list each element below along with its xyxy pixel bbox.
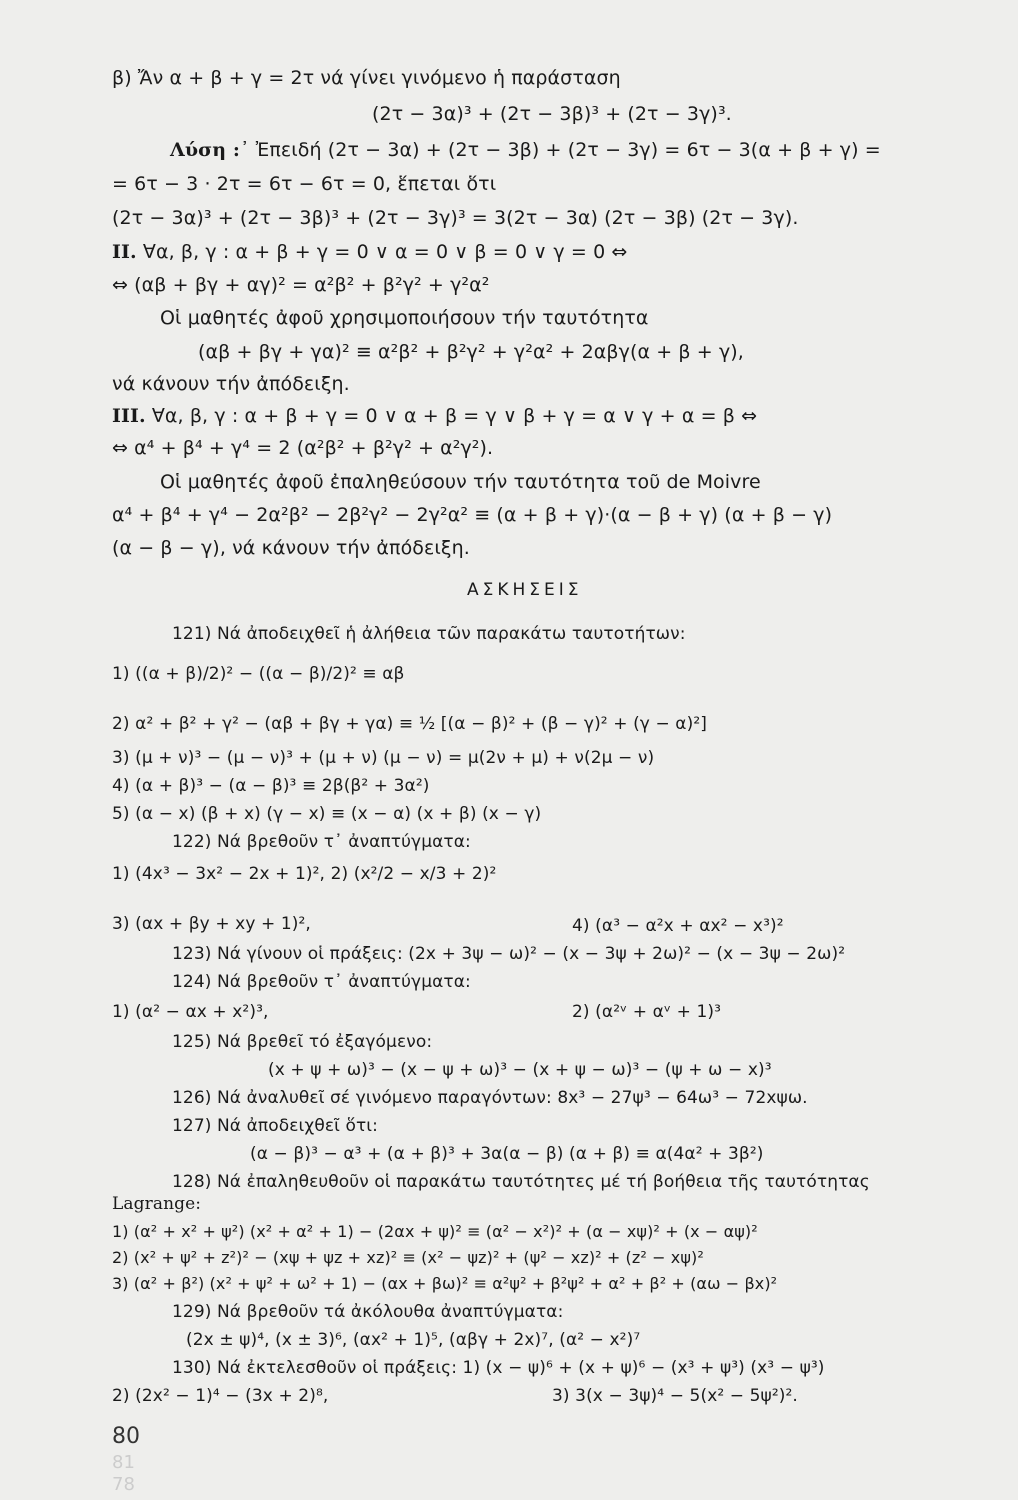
exercises-heading: ΑΣΚΗΣΕΙΣ bbox=[467, 580, 583, 600]
exercise-124: 124) Νά βρεθοῦν τ᾿ ἀναπτύγματα: bbox=[172, 972, 471, 992]
text-line: = 6τ − 3 · 2τ = 6τ − 6τ = 0, ἕπεται ὅτι bbox=[112, 173, 497, 195]
exercise-item: 4) (α³ − α²x + αx² − x³)² bbox=[572, 916, 784, 936]
exercise-item: (α − β)³ − α³ + (α + β)³ + 3α(α − β) (α + β) ≡ α(4α² + 3β²) bbox=[250, 1144, 764, 1164]
text-line: α⁴ + β⁴ + γ⁴ − 2α²β² − 2β²γ² − 2γ²α² ≡ (α + β + γ)·(α − β + γ) (α + β − γ) bbox=[112, 504, 833, 526]
text-line: ⇔ α⁴ + β⁴ + γ⁴ = 2 (α²β² + β²γ² + α²γ²). bbox=[112, 437, 494, 459]
exercise-121: 121) Νά ἀποδειχθεῖ ἡ ἀλήθεια τῶν παρακάτω ταυτοτήτων: bbox=[172, 624, 686, 644]
exercise-item: (x + ψ + ω)³ − (x − ψ + ω)³ − (x + ψ − ω)³ − (ψ + ω − x)³ bbox=[268, 1060, 772, 1080]
text-line: Lagrange: bbox=[112, 1194, 202, 1214]
exercise-item: 4) (α + β)³ − (α − β)³ ≡ 2β(β² + 3α²) bbox=[112, 776, 430, 796]
exercise-item: 3) 3(x − 3ψ)⁴ − 5(x² − 5ψ²)². bbox=[552, 1386, 798, 1406]
exercise-item: 2) α² + β² + γ² − (αβ + βγ + γα) ≡ ½ [(α − β)² + (β − γ)² + (γ − α)²] bbox=[112, 714, 707, 734]
section-label: II. bbox=[112, 241, 137, 263]
exercise-125: 125) Νά βρεθεῖ τό ἐξαγόμενο: bbox=[172, 1032, 433, 1052]
page-number: 80 bbox=[112, 1424, 140, 1449]
text-line: (α − β − γ), νά κάνουν τήν ἀπόδειξη. bbox=[112, 537, 470, 559]
bleed-through-number: 78 bbox=[112, 1474, 135, 1495]
text-line: ⇔ (αβ + βγ + αγ)² = α²β² + β²γ² + γ²α² bbox=[112, 274, 490, 296]
exercise-item: 1) (4x³ − 3x² − 2x + 1)², 2) (x²/2 − x/3 + 2)² bbox=[112, 864, 497, 884]
exercise-item: 1) (α² + x² + ψ²) (x² + α² + 1) − (2αx + ψ)² ≡ (α² − x²)² + (α − xψ)² + (x − αψ)² bbox=[112, 1222, 758, 1241]
text-line: Οἱ μαθητές ἀφοῦ ἐπαληθεύσουν τήν ταυτότητα τοῦ de Moivre bbox=[160, 471, 761, 493]
formula-line: (αβ + βγ + γα)² ≡ α²β² + β²γ² + γ²α² + 2αβγ(α + β + γ), bbox=[198, 341, 744, 363]
exercise-item: 2) (α²ᵛ + αᵛ + 1)³ bbox=[572, 1002, 722, 1022]
exercise-item: 3) (α² + β²) (x² + ψ² + ω² + 1) − (αx + βω)² ≡ α²ψ² + β²ψ² + α² + β² + (αω − βx)² bbox=[112, 1274, 778, 1293]
exercise-127: 127) Νά ἀποδειχθεῖ ὅτι: bbox=[172, 1116, 378, 1136]
exercise-item: 3) (μ + ν)³ − (μ − ν)³ + (μ + ν) (μ − ν) = μ(2ν + μ) + ν(2μ − ν) bbox=[112, 748, 655, 768]
exercise-123: 123) Νά γίνουν οἱ πράξεις: (2x + 3ψ − ω)² − (x − 3ψ + 2ω)² − (x − 3ψ − 2ω)² bbox=[172, 944, 846, 964]
exercise-126: 126) Νά ἀναλυθεῖ σέ γινόμενο παραγόντων: 8x³ − 27ψ³ − 64ω³ − 72xψω. bbox=[172, 1088, 808, 1108]
exercise-item: 1) (α² − αx + x²)³, bbox=[112, 1002, 269, 1022]
text-line: νά κάνουν τήν ἀπόδειξη. bbox=[112, 373, 350, 395]
exercise-item: 2) (x² + ψ² + z²)² − (xψ + ψz + xz)² ≡ (x² − ψz)² + (ψ² − xz)² + (z² − xψ)² bbox=[112, 1248, 704, 1267]
exercise-item: 2) (2x² − 1)⁴ − (3x + 2)⁸, bbox=[112, 1386, 329, 1406]
exercise-item: 5) (α − x) (β + x) (γ − x) ≡ (x − α) (x + β) (x − γ) bbox=[112, 804, 542, 824]
exercise-130: 130) Νά ἐκτελεσθοῦν οἱ πράξεις: 1) (x − ψ)⁶ + (x + ψ)⁶ − (x³ + ψ³) (x³ − ψ³) bbox=[172, 1358, 825, 1378]
exercise-item: 1) ((α + β)/2)² − ((α − β)/2)² ≡ αβ bbox=[112, 664, 405, 684]
text-line: Οἱ μαθητές ἀφοῦ χρησιμοποιήσουν τήν ταυτότητα bbox=[160, 307, 649, 329]
bleed-through-number: 81 bbox=[112, 1452, 135, 1473]
exercise-122: 122) Νά βρεθοῦν τ᾿ ἀναπτύγματα: bbox=[172, 832, 471, 852]
exercise-item: 3) (αx + βy + xy + 1)², bbox=[112, 914, 311, 934]
exercise-item: (2x ± ψ)⁴, (x ± 3)⁶, (αx² + 1)⁵, (αβγ + 2x)⁷, (α² − x²)⁷ bbox=[186, 1330, 641, 1350]
exercise-128: 128) Νά ἐπαληθευθοῦν οἱ παρακάτω ταυτότητες μέ τή βοήθεια τῆς ταυτότητας bbox=[172, 1172, 870, 1192]
section-line: II. ∀α, β, γ : α + β + γ = 0 ∨ α = 0 ∨ β = 0 ∨ γ = 0 ⇔ bbox=[112, 241, 628, 263]
solution-line: Λύση :᾿ Ἐπειδή (2τ − 3α) + (2τ − 3β) + (2τ − 3γ) = 6τ − 3(α + β + γ) = bbox=[170, 139, 881, 161]
section-label: III. bbox=[112, 405, 146, 427]
solution-label: Λύση : bbox=[170, 139, 240, 161]
section-line: III. ∀α, β, γ : α + β + γ = 0 ∨ α + β = γ ∨ β + γ = α ∨ γ + α = β ⇔ bbox=[112, 405, 758, 427]
text-line: (2τ − 3α)³ + (2τ − 3β)³ + (2τ − 3γ)³ = 3(2τ − 3α) (2τ − 3β) (2τ − 3γ). bbox=[112, 207, 799, 229]
formula-line: (2τ − 3α)³ + (2τ − 3β)³ + (2τ − 3γ)³. bbox=[372, 103, 732, 125]
text-line: β) Ἄν α + β + γ = 2τ νά γίνει γινόμενο ἡ παράσταση bbox=[112, 67, 621, 89]
exercise-129: 129) Νά βρεθοῦν τά ἀκόλουθα ἀναπτύγματα: bbox=[172, 1302, 564, 1322]
